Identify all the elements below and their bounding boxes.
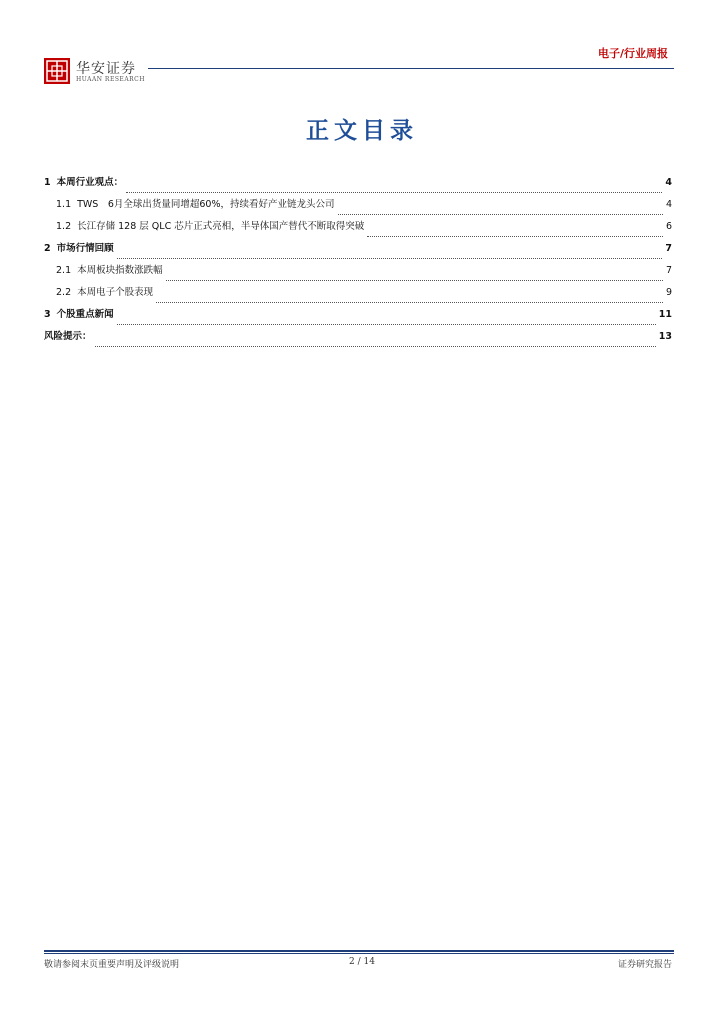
toc-leader [117,258,663,259]
huaan-logo-icon [44,58,70,84]
toc-leader [367,236,663,237]
page-indicator: 2 / 14 [349,957,375,967]
toc-title: 本周板块指数涨跌幅 [77,265,163,276]
toc-number: 1 [44,177,51,188]
report-category: 电子/行业周报 [597,47,668,60]
toc-leader [117,324,656,325]
toc-page-number: 7 [665,243,672,254]
toc-number: 1.1 [56,199,72,210]
toc-title: 长江存储 128 层 QLC 芯片正式亮相，半导体国产替代不断取得突破 [77,221,365,232]
toc-page-number: 9 [665,287,672,298]
toc-entry[interactable] [44,196,672,218]
toc-entry[interactable] [44,218,672,240]
toc-entry[interactable] [44,240,672,262]
toc-page-number: 4 [665,177,672,188]
brand-name: 华安证券 [76,61,136,77]
toc-page-number: 11 [658,309,672,320]
toc-leader [95,346,656,347]
toc-leader [338,214,663,215]
toc-number: 2.1 [56,265,72,276]
toc-page-number: 6 [665,221,672,232]
toc-entry[interactable] [44,174,672,196]
toc-leader [166,280,663,281]
toc-number: 2.2 [56,287,72,298]
header-rule [148,68,674,69]
footer-disclaimer: 敬请参阅末页重要声明及评级说明 [44,960,180,970]
toc-title: 本周电子个股表现 [77,287,154,298]
report-type: 证券研究报告 [617,960,672,970]
toc-entry[interactable] [44,284,672,306]
page-title: 正文目录 [306,118,418,144]
toc-page-number: 7 [665,265,672,276]
toc-number: 1.2 [56,221,72,232]
toc-number: 3 [44,309,51,320]
footer-rule-thin [44,953,674,954]
toc-title: 本周行业观点： [56,177,124,188]
toc-page-number: 13 [658,331,672,342]
footer-rule [44,950,674,952]
toc-title: TWS 6月全球出货量同增超60%，持续看好产业链龙头公司 [77,199,335,210]
toc-entry[interactable] [44,328,672,350]
toc-page-number: 4 [665,199,672,210]
toc-title: 个股重点新闻 [56,309,114,320]
toc-leader [156,302,663,303]
toc-entry[interactable] [44,306,672,328]
toc-number: 2 [44,243,51,254]
brand-english: HUAAN RESEARCH [76,76,145,83]
toc-title: 风险提示： [44,331,92,342]
toc-title: 市场行情回顾 [56,243,114,254]
toc-entry[interactable] [44,262,672,284]
table-of-contents [44,174,672,350]
toc-leader [126,192,662,193]
